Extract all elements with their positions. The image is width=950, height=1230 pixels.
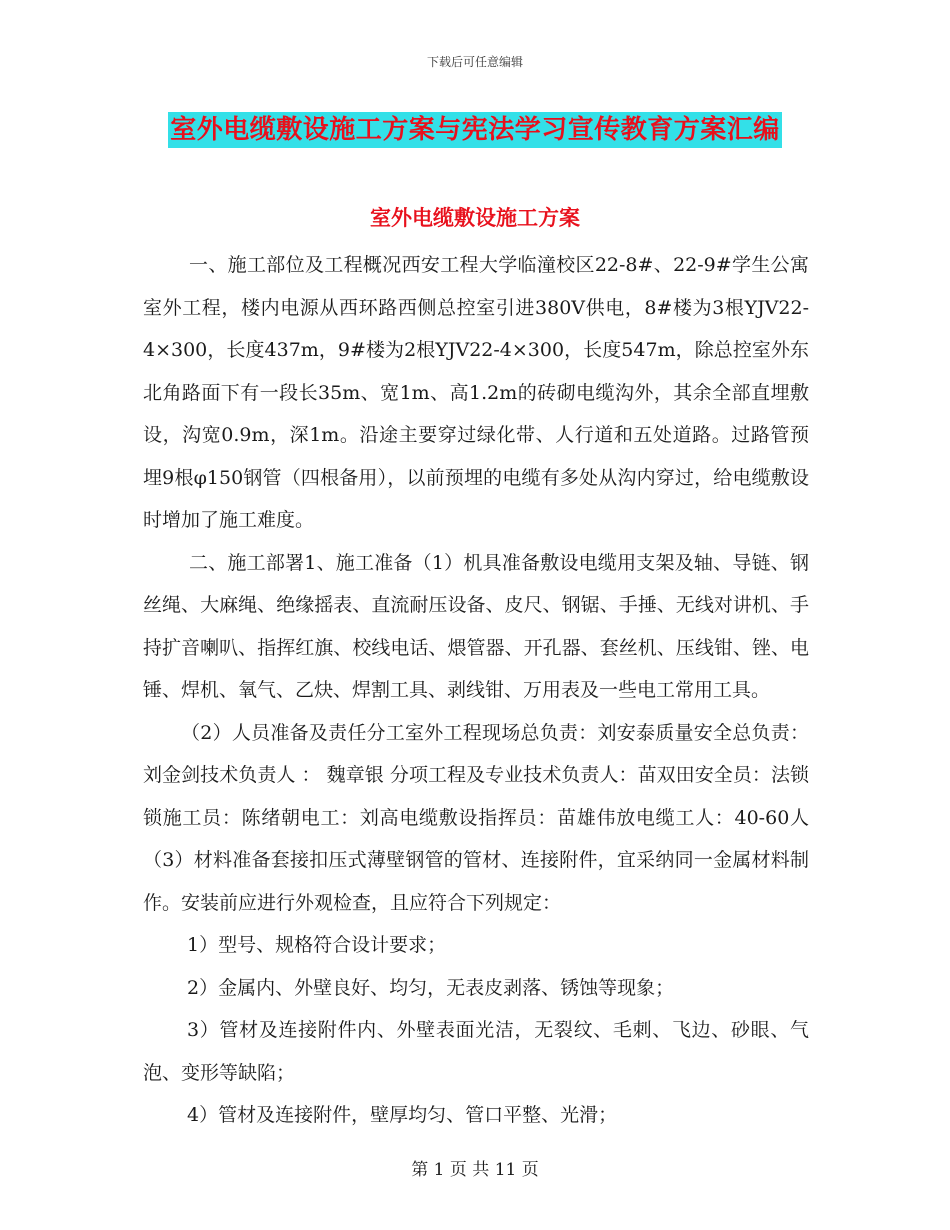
- paragraph-construction-deployment: 二、施工部署1、施工准备（1）机具准备敷设电缆用支架及轴、导链、钢丝绳、大麻绳、绝缘摇表、直流耐压设备、皮尺、钢锯、手捶、无线对讲机、手持扩音喇叭、指挥红旗、校线电话、煨管器、开孔器、套丝机、压线钳、锉、电锤、焊机、氧气、乙炔、焊割工具、剥线钳、万用表及一些电工常用工具。: [143, 551, 809, 701]
- document-body: [143, 244, 809, 1137]
- main-title-container: [0, 112, 950, 148]
- list-item-requirement-3: 3）管材及连接附件内、外壁表面光洁，无裂纹、毛刺、飞边、砂眼、气泡、变形等缺陷；: [143, 1019, 809, 1084]
- list-item-requirement-4: 4）管材及连接附件，壁厚均匀、管口平整、光滑；: [187, 1104, 618, 1126]
- paragraph-project-overview: 一、施工部位及工程概况西安工程大学临潼校区22-8#、22-9#学生公寓室外工程，楼内电源从西环路西侧总控室引进380V供电，8#楼为3根YJV22-4×300，长度437m，9#楼为2根YJV22-4×300，长度547m，除总控室外东北角路面下有一段长35m、宽1m、高1.2m的砖砌电缆沟外，其余全部直埋敷设，沟宽0.9m，深1m。沿途主要穿过绿化带、人行道和五处道路。过路管预埋9根φ150钢管（四根备用），以前预埋的电缆有多处从沟内穿过，给电缆敷设时增加了施工难度。: [143, 254, 809, 531]
- paragraph-personnel-materials: （2）人员准备及责任分工室外工程现场总负责：刘安泰质量安全总负责：刘金剑技术负责人 ： 魏章银 分项工程及专业技术负责人：苗双田安全员：法锁锁施工员：陈绪朝电工：刘高电缆敷设指挥员：苗雄伟放电缆工人：40-60人（3）材料准备套接扣压式薄壁钢管的管材、连接附件，宜采纳同一金属材料制作。安装前应进行外观检查，且应符合下列规定：: [143, 721, 809, 914]
- list-item-requirement-2: 2）金属内、外壁良好、均匀，无表皮剥落、锈蚀等现象；: [187, 976, 675, 999]
- header-note: 下载后可任意编辑: [426, 55, 523, 69]
- section-title: 室外电缆敷设施工方案: [370, 206, 580, 230]
- list-item-requirement-1: 1）型号、规格符合设计要求；: [187, 934, 447, 956]
- main-title: 室外电缆敷设施工方案与宪法学习宣传教育方案汇编: [168, 112, 782, 148]
- page-footer: 第 1 页 共 11 页: [411, 1160, 539, 1180]
